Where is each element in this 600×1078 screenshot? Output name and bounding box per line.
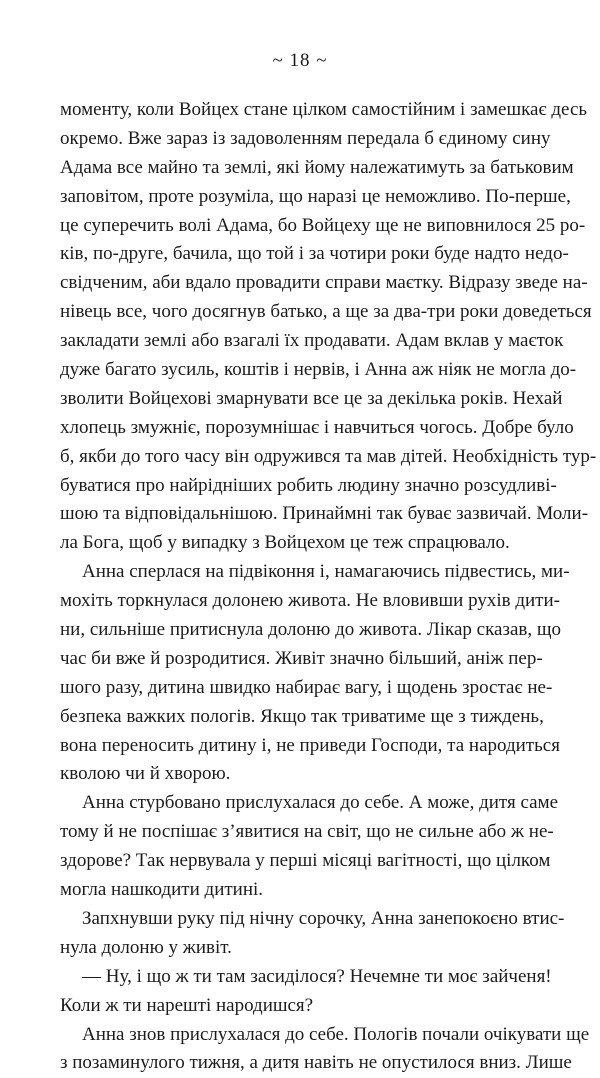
text-line: Анна знов прислухалася до себе. Пологів почали очікувати ще (82, 1023, 590, 1045)
text-line: мохіть торкнулася долонею живота. Не вловивши рухів дити- (60, 590, 560, 612)
text-line: свідченим, аби вдало провадити справи маєтку. Відразу зведе на- (60, 272, 588, 294)
text-line: Анна сперлася на підвіконня і, намагаючись підвестись, ми- (82, 561, 570, 583)
body-text (60, 96, 597, 1078)
text-line: б, якби до того часу він одружився та мав дітей. Необхідність тур- (60, 445, 597, 467)
text-line: закладати землі або взагалі їх продавати. Адам вклав у маєток (60, 330, 564, 352)
text-line: ни, сильніше притиснула долоню до живота. Лікар сказав, що (60, 619, 562, 641)
text-line: з позаминулого тижня, а дитя навіть не опустилося вниз. Лише (60, 1052, 572, 1074)
text-line: Запхнувши руку під нічну сорочку, Анна занепокоєно втис- (82, 907, 565, 929)
text-line: нула долоню у живіт. (60, 936, 232, 958)
text-line: могла нашкодити дитині. (60, 879, 264, 901)
text-line: тому й не поспішає з’явитися на світ, що не сильне або ж не- (60, 821, 554, 843)
text-line: це суперечить волі Адама, бо Войцеху ще не виповнилося 25 ро- (60, 214, 586, 236)
text-line: ла Бога, щоб у випадку з Войцехом це теж спрацювало. (60, 532, 510, 554)
text-line: хлопець змужніє, порозумнішає і навчиться чогось. Добре було (60, 416, 574, 438)
text-line: ків, по-друге, бачила, що той і за чотири роки буде надто недо- (60, 243, 569, 265)
text-line: шого разу, дитина швидко набирає вагу, і щодень зростає не- (60, 676, 553, 698)
text-line: заповітом, проте розуміла, що наразі це неможливо. По-перше, (60, 185, 571, 207)
text-line: шою та відповідальнішою. Принаймні так буває зазвичай. Моли- (60, 503, 589, 525)
text-line: час би вже й розродитися. Живіт значно більший, аніж пер- (60, 647, 543, 669)
text-line: окремо. Вже зараз із задоволенням передала б єдиному сину (60, 127, 551, 149)
text-line: дуже багато зусиль, коштів і нервів, і Анна аж ніяк не могла до- (60, 359, 577, 381)
page-number: ~ 18 ~ (272, 50, 328, 71)
text-line: нівець все, чого досягнув батько, а ще за два-три роки доведеться (60, 301, 592, 323)
text-line: Анна стурбовано прислухалася до себе. А може, дитя саме (82, 792, 559, 814)
text-line: вона переносить дитину і, не приведи Господи, та народиться (60, 734, 560, 756)
text-line: буватися про найрідніших робить людину значно розсудливі- (60, 474, 557, 496)
text-line: моменту, коли Войцех стане цілком самостійним і замешкає десь (60, 99, 588, 120)
text-line: зволити Войцехові змарнувати все це за декілька років. Нехай (60, 387, 563, 409)
text-line: Адама все майно та землі, які йому належатимуть за батьковим (60, 156, 574, 178)
text-line: Коли ж ти нарешті народишся? (60, 994, 314, 1016)
text-line: безпека важких пологів. Якщо так триватиме ще з тиждень, (60, 705, 544, 727)
text-line: здорове? Так нервувала у перші місяці вагітності, що цілком (60, 850, 551, 872)
text-line: кволою чи й хворою. (60, 763, 231, 785)
text-line: — Ну, і що ж ти там засиділося? Нечемне ти моє зайченя! (82, 965, 552, 987)
